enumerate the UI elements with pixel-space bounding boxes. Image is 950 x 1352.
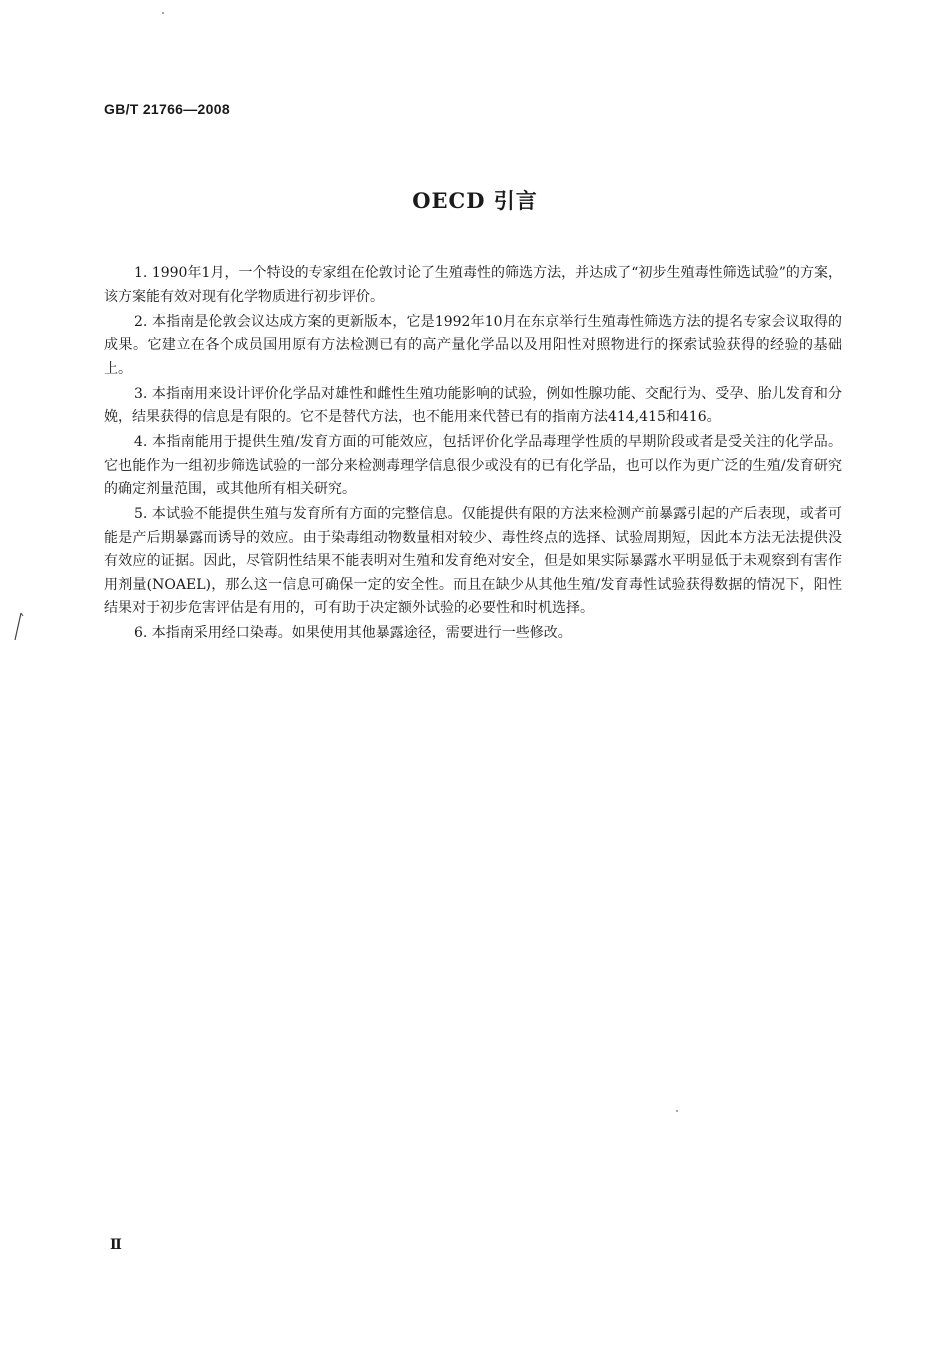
paragraph-4: 4. 本指南能用于提供生殖/发育方面的可能效应，包括评价化学品毒理学性质的早期阶段或者是受关注的化学品。它也能作为一组初步筛选试验的一部分来检测毒理学信息很少或没有的已有化学品，也可以作为更广泛的生殖/发育研究的确定剂量范围，或其他所有相关研究。 [104,434,842,497]
scan-speck [162,12,164,14]
paragraph-1: 1. 1990年1月，一个特设的专家组在伦敦讨论了生殖毒性的筛选方法，并达成了“初步生殖毒性筛选试验”的方案，该方案能有效对现有化学物质进行初步评价。 [104,265,842,305]
paragraph-3: 3. 本指南用来设计评价化学品对雄性和雌性生殖功能影响的试验，例如性腺功能、交配行为、受孕、胎儿发育和分娩，结果获得的信息是有限的。它不是替代方法，也不能用来代替已有的指南方法414,415和416。 [104,385,842,425]
page-title: OECD 引言 [412,188,538,213]
body-text [104,262,842,647]
margin-pen-mark [12,612,24,642]
scan-speck [676,1110,678,1112]
standard-number: GB/T 21766—2008 [104,101,230,117]
paragraph-5: 5. 本试验不能提供生殖与发育所有方面的完整信息。仅能提供有限的方法来检测产前暴露引起的产后表现，或者可能是产后期暴露而诱导的效应。由于染毒组动物数量相对较少、毒性终点的选择、试验周期短，因此本方法无法提供没有效应的证据。因此，尽管阴性结果不能表明对生殖和发育绝对安全，但是如果实际暴露水平明显低于未观察到有害作用剂量(NOAEL)，那么这一信息可确保一定的安全性。而且在缺少从其他生殖/发育毒性试验获得数据的情况下，阳性结果对于初步危害评估是有用的，可有助于决定额外试验的必要性和时机选择。 [104,506,842,616]
page-number: Ⅱ [110,1238,122,1253]
paragraph-6: 6. 本指南采用经口染毒。如果使用其他暴露途径，需要进行一些修改。 [134,625,572,641]
paragraph-2: 2. 本指南是伦敦会议达成方案的更新版本，它是1992年10月在东京举行生殖毒性筛选方法的提名专家会议取得的成果。它建立在各个成员国用原有方法检测已有的高产量化学品以及用阳性对照物进行的探索试验获得的经验的基础上。 [104,313,842,377]
